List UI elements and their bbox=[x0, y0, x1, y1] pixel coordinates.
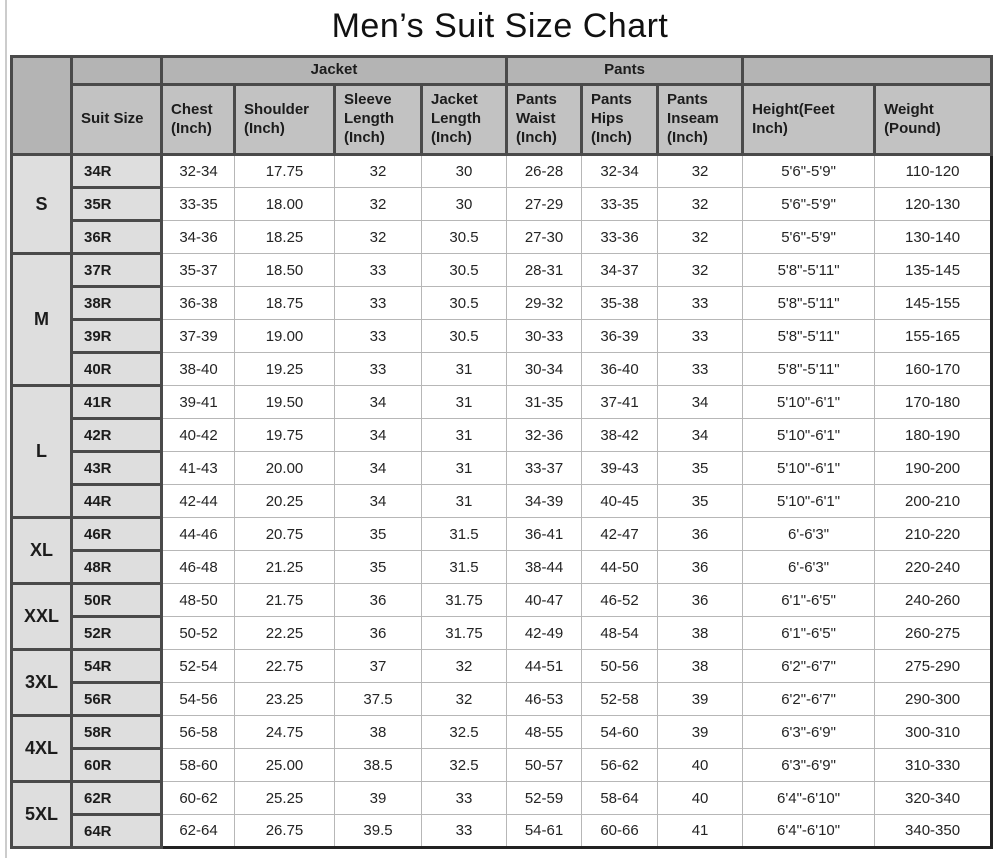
table-row bbox=[12, 485, 992, 518]
col-header-suit-size: Suit Size bbox=[72, 85, 162, 155]
value-cell: 27-29 bbox=[507, 188, 582, 221]
table-row bbox=[12, 386, 992, 419]
value-cell: 20.00 bbox=[235, 452, 335, 485]
suit-size-cell: 37R bbox=[72, 254, 162, 287]
value-cell: 48-54 bbox=[582, 617, 658, 650]
table-row bbox=[12, 683, 992, 716]
value-cell: 18.75 bbox=[235, 287, 335, 320]
value-cell: 31 bbox=[422, 485, 507, 518]
suit-size-cell: 54R bbox=[72, 650, 162, 683]
value-cell: 60-66 bbox=[582, 815, 658, 848]
value-cell: 38-40 bbox=[162, 353, 235, 386]
value-cell: 34-36 bbox=[162, 221, 235, 254]
value-cell: 42-49 bbox=[507, 617, 582, 650]
suit-size-cell: 50R bbox=[72, 584, 162, 617]
value-cell: 20.75 bbox=[235, 518, 335, 551]
suit-size-cell: 36R bbox=[72, 221, 162, 254]
value-cell: 5'6"-5'9" bbox=[743, 155, 875, 188]
value-cell: 24.75 bbox=[235, 716, 335, 749]
value-cell: 36 bbox=[658, 551, 743, 584]
value-cell: 5'10"-6'1" bbox=[743, 452, 875, 485]
col-header-sleeve-length: Sleeve Length (Inch) bbox=[335, 85, 422, 155]
table-row bbox=[12, 650, 992, 683]
value-cell: 200-210 bbox=[875, 485, 992, 518]
value-cell: 60-62 bbox=[162, 782, 235, 815]
value-cell: 17.75 bbox=[235, 155, 335, 188]
table-row bbox=[12, 452, 992, 485]
suit-size-cell: 64R bbox=[72, 815, 162, 848]
blank-suit-size-band bbox=[72, 57, 162, 85]
value-cell: 180-190 bbox=[875, 419, 992, 452]
value-cell: 39-41 bbox=[162, 386, 235, 419]
value-cell: 32 bbox=[335, 155, 422, 188]
value-cell: 32 bbox=[335, 188, 422, 221]
value-cell: 310-330 bbox=[875, 749, 992, 782]
value-cell: 40-47 bbox=[507, 584, 582, 617]
value-cell: 290-300 bbox=[875, 683, 992, 716]
value-cell: 54-61 bbox=[507, 815, 582, 848]
value-cell: 6'4"-6'10" bbox=[743, 815, 875, 848]
value-cell: 5'8"-5'11" bbox=[743, 353, 875, 386]
value-cell: 145-155 bbox=[875, 287, 992, 320]
value-cell: 30-34 bbox=[507, 353, 582, 386]
value-cell: 31 bbox=[422, 353, 507, 386]
value-cell: 52-59 bbox=[507, 782, 582, 815]
value-cell: 37-39 bbox=[162, 320, 235, 353]
value-cell: 26-28 bbox=[507, 155, 582, 188]
value-cell: 54-56 bbox=[162, 683, 235, 716]
col-header-pants-hips: Pants Hips (Inch) bbox=[582, 85, 658, 155]
value-cell: 19.00 bbox=[235, 320, 335, 353]
value-cell: 41-43 bbox=[162, 452, 235, 485]
value-cell: 32 bbox=[335, 221, 422, 254]
value-cell: 36-41 bbox=[507, 518, 582, 551]
value-cell: 50-52 bbox=[162, 617, 235, 650]
value-cell: 23.25 bbox=[235, 683, 335, 716]
corner-cell bbox=[12, 57, 72, 155]
table-row bbox=[12, 221, 992, 254]
value-cell: 5'10"-6'1" bbox=[743, 419, 875, 452]
value-cell: 36-38 bbox=[162, 287, 235, 320]
value-cell: 34 bbox=[335, 452, 422, 485]
value-cell: 5'8"-5'11" bbox=[743, 287, 875, 320]
value-cell: 56-58 bbox=[162, 716, 235, 749]
value-cell: 135-145 bbox=[875, 254, 992, 287]
value-cell: 34-39 bbox=[507, 485, 582, 518]
table-row bbox=[12, 782, 992, 815]
value-cell: 58-64 bbox=[582, 782, 658, 815]
size-group-label: S bbox=[12, 155, 72, 254]
value-cell: 31.5 bbox=[422, 551, 507, 584]
value-cell: 300-310 bbox=[875, 716, 992, 749]
value-cell: 28-31 bbox=[507, 254, 582, 287]
col-header-jacket-length: Jacket Length (Inch) bbox=[422, 85, 507, 155]
value-cell: 5'8"-5'11" bbox=[743, 254, 875, 287]
value-cell: 32 bbox=[658, 254, 743, 287]
suit-size-cell: 52R bbox=[72, 617, 162, 650]
size-group-label: 3XL bbox=[12, 650, 72, 716]
value-cell: 33 bbox=[658, 353, 743, 386]
suit-size-cell: 42R bbox=[72, 419, 162, 452]
suit-size-cell: 40R bbox=[72, 353, 162, 386]
col-header-chest: Chest (Inch) bbox=[162, 85, 235, 155]
value-cell: 25.00 bbox=[235, 749, 335, 782]
value-cell: 6'1"-6'5" bbox=[743, 617, 875, 650]
value-cell: 275-290 bbox=[875, 650, 992, 683]
value-cell: 33 bbox=[658, 320, 743, 353]
value-cell: 33-35 bbox=[582, 188, 658, 221]
value-cell: 58-60 bbox=[162, 749, 235, 782]
value-cell: 26.75 bbox=[235, 815, 335, 848]
value-cell: 44-46 bbox=[162, 518, 235, 551]
value-cell: 35 bbox=[658, 485, 743, 518]
value-cell: 33 bbox=[335, 287, 422, 320]
value-cell: 34 bbox=[335, 386, 422, 419]
value-cell: 38-42 bbox=[582, 419, 658, 452]
value-cell: 320-340 bbox=[875, 782, 992, 815]
value-cell: 18.50 bbox=[235, 254, 335, 287]
value-cell: 120-130 bbox=[875, 188, 992, 221]
value-cell: 19.75 bbox=[235, 419, 335, 452]
table-header bbox=[12, 57, 992, 155]
value-cell: 6'3"-6'9" bbox=[743, 716, 875, 749]
value-cell: 52-54 bbox=[162, 650, 235, 683]
table-body bbox=[12, 155, 992, 848]
size-group-label: XXL bbox=[12, 584, 72, 650]
col-header-shoulder: Shoulder (Inch) bbox=[235, 85, 335, 155]
value-cell: 32 bbox=[422, 683, 507, 716]
value-cell: 34 bbox=[658, 419, 743, 452]
value-cell: 36 bbox=[658, 518, 743, 551]
value-cell: 6'3"-6'9" bbox=[743, 749, 875, 782]
value-cell: 32.5 bbox=[422, 716, 507, 749]
value-cell: 33 bbox=[658, 287, 743, 320]
value-cell: 31.75 bbox=[422, 617, 507, 650]
suit-size-cell: 39R bbox=[72, 320, 162, 353]
value-cell: 36 bbox=[335, 584, 422, 617]
suit-size-cell: 34R bbox=[72, 155, 162, 188]
value-cell: 38 bbox=[658, 617, 743, 650]
value-cell: 30-33 bbox=[507, 320, 582, 353]
value-cell: 34 bbox=[335, 419, 422, 452]
value-cell: 44-51 bbox=[507, 650, 582, 683]
value-cell: 6'2"-6'7" bbox=[743, 683, 875, 716]
suit-size-cell: 43R bbox=[72, 452, 162, 485]
value-cell: 33 bbox=[422, 782, 507, 815]
value-cell: 27-30 bbox=[507, 221, 582, 254]
value-cell: 48-50 bbox=[162, 584, 235, 617]
value-cell: 18.25 bbox=[235, 221, 335, 254]
value-cell: 42-44 bbox=[162, 485, 235, 518]
size-chart-table bbox=[10, 55, 993, 849]
value-cell: 210-220 bbox=[875, 518, 992, 551]
table-row bbox=[12, 584, 992, 617]
table-row bbox=[12, 518, 992, 551]
table-row bbox=[12, 320, 992, 353]
value-cell: 44-50 bbox=[582, 551, 658, 584]
value-cell: 170-180 bbox=[875, 386, 992, 419]
value-cell: 37.5 bbox=[335, 683, 422, 716]
table-row bbox=[12, 287, 992, 320]
value-cell: 35 bbox=[658, 452, 743, 485]
value-cell: 33-37 bbox=[507, 452, 582, 485]
size-group-label: XL bbox=[12, 518, 72, 584]
value-cell: 31-35 bbox=[507, 386, 582, 419]
size-group-label: M bbox=[12, 254, 72, 386]
value-cell: 50-56 bbox=[582, 650, 658, 683]
table-row bbox=[12, 716, 992, 749]
value-cell: 52-58 bbox=[582, 683, 658, 716]
value-cell: 37-41 bbox=[582, 386, 658, 419]
value-cell: 22.25 bbox=[235, 617, 335, 650]
value-cell: 32-36 bbox=[507, 419, 582, 452]
value-cell: 39 bbox=[658, 683, 743, 716]
value-cell: 5'6"-5'9" bbox=[743, 188, 875, 221]
value-cell: 30 bbox=[422, 155, 507, 188]
value-cell: 40 bbox=[658, 782, 743, 815]
value-cell: 6'2"-6'7" bbox=[743, 650, 875, 683]
value-cell: 46-53 bbox=[507, 683, 582, 716]
value-cell: 33 bbox=[335, 254, 422, 287]
blank-right-band bbox=[743, 57, 992, 85]
suit-size-cell: 48R bbox=[72, 551, 162, 584]
value-cell: 34-37 bbox=[582, 254, 658, 287]
value-cell: 54-60 bbox=[582, 716, 658, 749]
value-cell: 40-45 bbox=[582, 485, 658, 518]
value-cell: 190-200 bbox=[875, 452, 992, 485]
value-cell: 6'1"-6'5" bbox=[743, 584, 875, 617]
value-cell: 19.50 bbox=[235, 386, 335, 419]
value-cell: 30.5 bbox=[422, 287, 507, 320]
value-cell: 32.5 bbox=[422, 749, 507, 782]
value-cell: 35-37 bbox=[162, 254, 235, 287]
column-header-row bbox=[12, 85, 992, 155]
value-cell: 32-34 bbox=[582, 155, 658, 188]
value-cell: 29-32 bbox=[507, 287, 582, 320]
value-cell: 40 bbox=[658, 749, 743, 782]
table-row bbox=[12, 551, 992, 584]
value-cell: 160-170 bbox=[875, 353, 992, 386]
value-cell: 46-52 bbox=[582, 584, 658, 617]
table-row bbox=[12, 749, 992, 782]
value-cell: 18.00 bbox=[235, 188, 335, 221]
value-cell: 6'-6'3" bbox=[743, 518, 875, 551]
value-cell: 31 bbox=[422, 419, 507, 452]
suit-size-cell: 44R bbox=[72, 485, 162, 518]
table-row bbox=[12, 254, 992, 287]
value-cell: 240-260 bbox=[875, 584, 992, 617]
value-cell: 30.5 bbox=[422, 320, 507, 353]
value-cell: 155-165 bbox=[875, 320, 992, 353]
value-cell: 32 bbox=[422, 650, 507, 683]
col-header-pants-waist: Pants Waist (Inch) bbox=[507, 85, 582, 155]
value-cell: 39.5 bbox=[335, 815, 422, 848]
value-cell: 39 bbox=[335, 782, 422, 815]
value-cell: 21.75 bbox=[235, 584, 335, 617]
value-cell: 33 bbox=[335, 353, 422, 386]
value-cell: 37 bbox=[335, 650, 422, 683]
table-row bbox=[12, 155, 992, 188]
page-title: Men’s Suit Size Chart bbox=[331, 7, 669, 45]
value-cell: 25.25 bbox=[235, 782, 335, 815]
header-band-row bbox=[12, 57, 992, 85]
pants-group-header: Pants bbox=[507, 57, 743, 85]
value-cell: 32-34 bbox=[162, 155, 235, 188]
value-cell: 5'10"-6'1" bbox=[743, 386, 875, 419]
col-header-pants-inseam: Pants Inseam (Inch) bbox=[658, 85, 743, 155]
value-cell: 48-55 bbox=[507, 716, 582, 749]
value-cell: 33 bbox=[335, 320, 422, 353]
value-cell: 5'8"-5'11" bbox=[743, 320, 875, 353]
value-cell: 220-240 bbox=[875, 551, 992, 584]
value-cell: 32 bbox=[658, 221, 743, 254]
value-cell: 36 bbox=[335, 617, 422, 650]
col-header-height: Height(Feet Inch) bbox=[743, 85, 875, 155]
table-row bbox=[12, 353, 992, 386]
value-cell: 33 bbox=[422, 815, 507, 848]
value-cell: 50-57 bbox=[507, 749, 582, 782]
value-cell: 22.75 bbox=[235, 650, 335, 683]
value-cell: 6'4"-6'10" bbox=[743, 782, 875, 815]
size-group-label: 4XL bbox=[12, 716, 72, 782]
value-cell: 35 bbox=[335, 551, 422, 584]
table-row bbox=[12, 617, 992, 650]
suit-size-cell: 56R bbox=[72, 683, 162, 716]
value-cell: 30.5 bbox=[422, 254, 507, 287]
table-row bbox=[12, 815, 992, 848]
value-cell: 38.5 bbox=[335, 749, 422, 782]
value-cell: 6'-6'3" bbox=[743, 551, 875, 584]
value-cell: 35 bbox=[335, 518, 422, 551]
value-cell: 56-62 bbox=[582, 749, 658, 782]
value-cell: 46-48 bbox=[162, 551, 235, 584]
size-group-label: L bbox=[12, 386, 72, 518]
value-cell: 36-40 bbox=[582, 353, 658, 386]
value-cell: 5'10"-6'1" bbox=[743, 485, 875, 518]
suit-size-cell: 60R bbox=[72, 749, 162, 782]
value-cell: 30.5 bbox=[422, 221, 507, 254]
size-group-label: 5XL bbox=[12, 782, 72, 848]
suit-size-cell: 41R bbox=[72, 386, 162, 419]
value-cell: 36 bbox=[658, 584, 743, 617]
value-cell: 130-140 bbox=[875, 221, 992, 254]
value-cell: 20.25 bbox=[235, 485, 335, 518]
value-cell: 33-35 bbox=[162, 188, 235, 221]
value-cell: 41 bbox=[658, 815, 743, 848]
value-cell: 39 bbox=[658, 716, 743, 749]
value-cell: 38 bbox=[335, 716, 422, 749]
value-cell: 34 bbox=[658, 386, 743, 419]
value-cell: 19.25 bbox=[235, 353, 335, 386]
value-cell: 36-39 bbox=[582, 320, 658, 353]
suit-size-cell: 38R bbox=[72, 287, 162, 320]
value-cell: 38 bbox=[658, 650, 743, 683]
value-cell: 34 bbox=[335, 485, 422, 518]
value-cell: 21.25 bbox=[235, 551, 335, 584]
suit-size-cell: 35R bbox=[72, 188, 162, 221]
suit-size-cell: 46R bbox=[72, 518, 162, 551]
value-cell: 40-42 bbox=[162, 419, 235, 452]
suit-size-cell: 62R bbox=[72, 782, 162, 815]
value-cell: 260-275 bbox=[875, 617, 992, 650]
table-row bbox=[12, 188, 992, 221]
value-cell: 31.5 bbox=[422, 518, 507, 551]
value-cell: 42-47 bbox=[582, 518, 658, 551]
value-cell: 39-43 bbox=[582, 452, 658, 485]
suit-size-cell: 58R bbox=[72, 716, 162, 749]
value-cell: 31.75 bbox=[422, 584, 507, 617]
value-cell: 32 bbox=[658, 188, 743, 221]
value-cell: 32 bbox=[658, 155, 743, 188]
value-cell: 5'6"-5'9" bbox=[743, 221, 875, 254]
value-cell: 340-350 bbox=[875, 815, 992, 848]
value-cell: 35-38 bbox=[582, 287, 658, 320]
value-cell: 30 bbox=[422, 188, 507, 221]
value-cell: 33-36 bbox=[582, 221, 658, 254]
col-header-weight: Weight (Pound) bbox=[875, 85, 992, 155]
value-cell: 38-44 bbox=[507, 551, 582, 584]
jacket-group-header: Jacket bbox=[162, 57, 507, 85]
value-cell: 31 bbox=[422, 452, 507, 485]
table-row bbox=[12, 419, 992, 452]
value-cell: 110-120 bbox=[875, 155, 992, 188]
value-cell: 31 bbox=[422, 386, 507, 419]
value-cell: 62-64 bbox=[162, 815, 235, 848]
